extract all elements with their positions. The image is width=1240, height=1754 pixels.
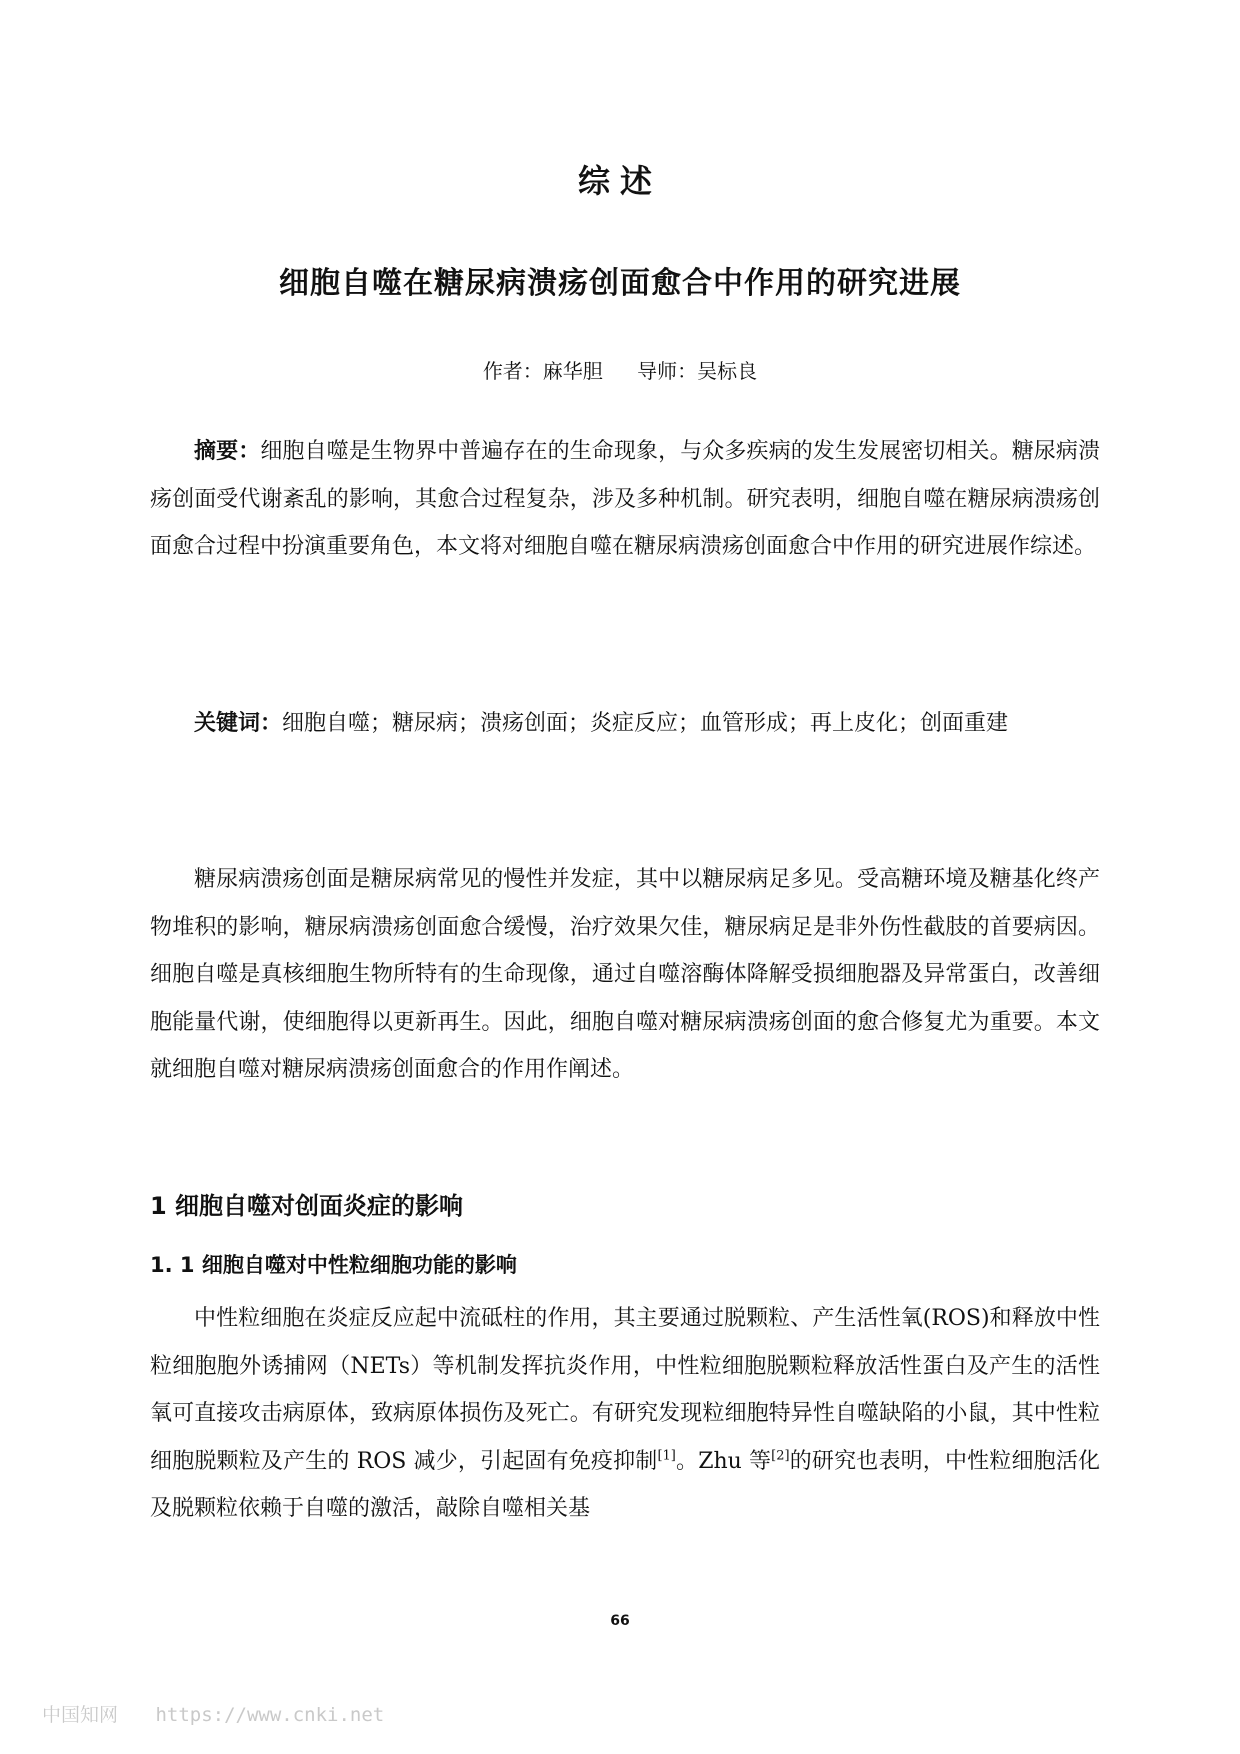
keywords (150, 700, 1100, 748)
subsection-paragraph (150, 1295, 1100, 1533)
byline (0, 355, 1240, 384)
introduction (150, 856, 1100, 1094)
paragraph-text: 的研究也表明，中性粒细胞活化及脱颗粒依赖于自噬的激活，敲除自噬相关基 (150, 1448, 1100, 1521)
abstract-text: 细胞自噬是生物界中普遍存在的生命现象，与众多疾病的发生发展密切相关。糖尿病溃疡创面受代谢紊乱的影响，其愈合过程复杂，涉及多种机制。研究表明，细胞自噬在糖尿病溃疡创面愈合过程中扮演重要角色，本文将对细胞自噬在糖尿病溃疡创面愈合中作用的研究进展作综述。 (150, 439, 1100, 559)
watermark-url: https://www.cnki.net (155, 1704, 385, 1726)
article-title: 细胞自噬在糖尿病溃疡创面愈合中作用的研究进展 (279, 266, 961, 301)
advisor: 导师：吴标良 (637, 359, 758, 383)
paragraph-text: 。Zhu 等 (675, 1448, 772, 1474)
citation-1: [1] (657, 1448, 676, 1464)
watermark-site: 中国知网 (42, 1704, 119, 1726)
subsection-body (150, 1295, 1100, 1533)
keywords-text: 细胞自噬；糖尿病；溃疡创面；炎症反应；血管形成；再上皮化；创面重建 (282, 711, 1009, 736)
abstract-label: 摘要： (194, 439, 261, 464)
section-label: 综述 (577, 162, 662, 200)
author: 作者：麻华胆 (482, 359, 603, 383)
watermark (42, 1700, 384, 1727)
intro-paragraph: 糖尿病溃疡创面是糖尿病常见的慢性并发症，其中以糖尿病足多见。受高糖环境及糖基化终产物堆积的影响，糖尿病溃疡创面愈合缓慢，治疗效果欠佳，糖尿病足是非外伤性截肢的首要病因。细胞自噬是真核细胞生物所特有的生命现像，通过自噬溶酶体降解受损细胞器及异常蛋白，改善细胞能量代谢，使细胞得以更新再生。因此，细胞自噬对糖尿病溃疡创面的愈合修复尤为重要。本文就细胞自噬对糖尿病溃疡创面愈合的作用作阐述。 (150, 867, 1100, 1082)
paragraph-text: 中性粒细胞在炎症反应起中流砥柱的作用，其主要通过脱颗粒、产生活性氧(ROS)和释放中性粒细胞胞外诱捕网（NETs）等机制发挥抗炎作用，中性粒细胞脱颗粒释放活性蛋白及产生的活性氧可直接攻击病原体，致病原体损伤及死亡。有研究发现粒细胞特异性自噬缺陷的小鼠，其中性粒细胞脱颗粒及产生的 ROS 减少，引起固有免疫抑制 (150, 1306, 1100, 1474)
abstract (150, 428, 1100, 571)
keywords-label: 关键词： (194, 711, 283, 736)
page-number: 66 (610, 1613, 630, 1629)
section-heading: 1 细胞自噬对创面炎症的影响 (150, 1192, 464, 1220)
subsection-heading: 1. 1 细胞自噬对中性粒细胞功能的影响 (150, 1253, 517, 1277)
citation-2: [2] (771, 1448, 790, 1464)
